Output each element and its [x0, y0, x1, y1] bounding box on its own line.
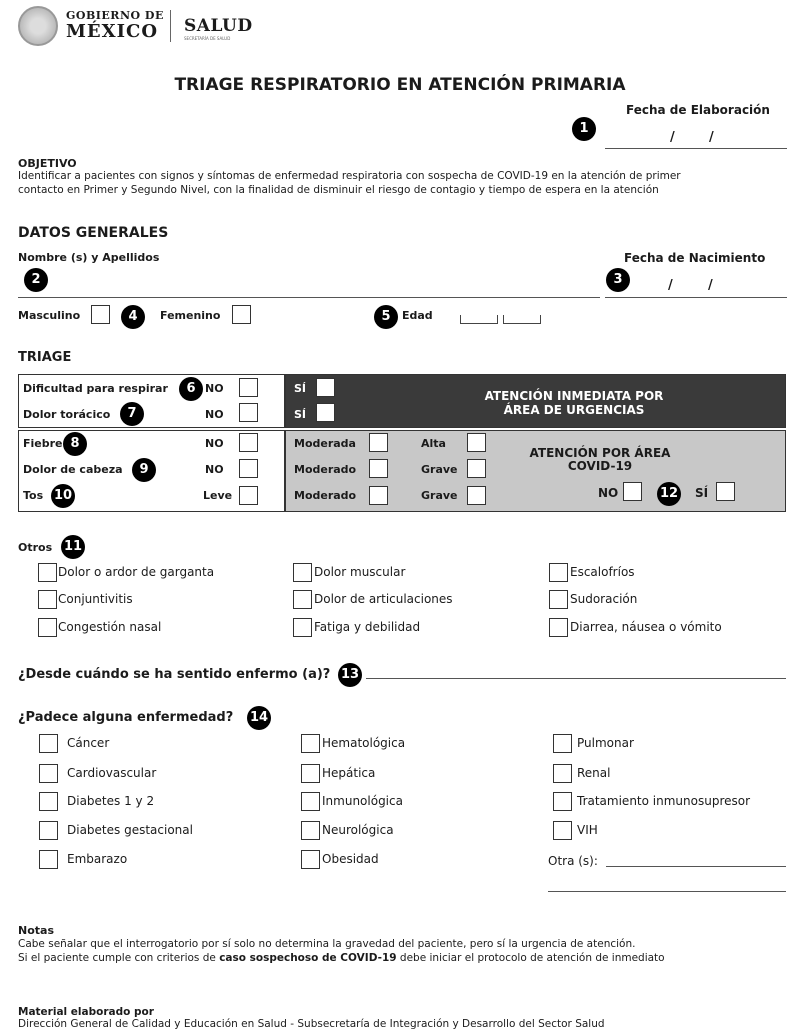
badge-8: 8 — [63, 432, 87, 456]
padece-item-label: Cardiovascular — [67, 766, 157, 780]
otros-item-label: Conjuntivitis — [58, 592, 133, 606]
badge-10: 10 — [51, 484, 75, 508]
date-sep: / — [670, 130, 675, 145]
notas-line2-pre: Si el paciente cumple con criterios de — [18, 952, 220, 964]
date-sep: / — [668, 278, 673, 293]
badge-12: 12 — [657, 482, 681, 506]
toracico-si-checkbox[interactable] — [316, 403, 335, 422]
padece-item-checkbox[interactable] — [301, 734, 320, 753]
padece-item-label: Tratamiento inmunosupresor — [577, 794, 751, 808]
padece-item-checkbox[interactable] — [39, 850, 58, 869]
date-sep: / — [709, 130, 714, 145]
badge-6: 6 — [179, 377, 203, 401]
desde-question: ¿Desde cuándo se ha sentido enfermo (a)? — [18, 667, 331, 682]
material-text: Dirección General de Calidad y Educación en Salud - Subsecretaría de Integración y Desarrollo del Sector Salud — [18, 1018, 605, 1030]
padece-item-label: Neurológica — [322, 823, 394, 837]
notas-line1: Cabe señalar que el interrogatorio por sí solo no determina la gravedad del paciente, pero sí la urgencia de atención. — [18, 938, 636, 950]
padece-item-checkbox[interactable] — [301, 792, 320, 811]
otros-item-checkbox[interactable] — [38, 563, 57, 582]
padece-item-checkbox[interactable] — [301, 850, 320, 869]
notas-line2-bold: caso sospechoso de COVID-19 — [219, 952, 397, 964]
otros-item-checkbox[interactable] — [549, 563, 568, 582]
otros-item-checkbox[interactable] — [293, 563, 312, 582]
row-dificultad-si: SÍ — [294, 382, 307, 395]
padece-item-label: Hematológica — [322, 736, 406, 750]
otros-item-checkbox[interactable] — [549, 618, 568, 637]
edad-field-2[interactable] — [503, 315, 541, 324]
dept-sub: SECRETARÍA DE SALUD — [184, 36, 231, 41]
row-cabeza-label: Dolor de cabeza — [23, 463, 123, 476]
badge-13: 13 — [338, 663, 362, 687]
padece-item-label: VIH — [577, 823, 598, 837]
padece-question: ¿Padece alguna enfermedad? — [18, 710, 234, 725]
header-divider — [170, 10, 171, 42]
objetivo-line2: contacto en Primer y Segundo Nivel, con la finalidad de disminuir el riesgo de contagio y tiempo de espera en la atención — [18, 184, 659, 196]
fiebre-no-checkbox[interactable] — [239, 433, 258, 452]
otros-item-label: Dolor o ardor de garganta — [58, 565, 215, 579]
tos-high-checkbox[interactable] — [467, 486, 486, 505]
objetivo-label: OBJETIVO — [18, 157, 77, 170]
otra-field-1[interactable] — [606, 853, 786, 867]
row-toracico-label: Dolor torácico — [23, 408, 111, 421]
cabeza-mid-checkbox[interactable] — [369, 459, 388, 478]
cabeza-no-checkbox[interactable] — [239, 459, 258, 478]
badge-7: 7 — [120, 402, 144, 426]
row-cabeza-mid: Moderado — [294, 463, 357, 476]
masculino-checkbox[interactable] — [91, 305, 110, 324]
row-tos-mid: Moderado — [294, 489, 357, 502]
padece-item-label: Pulmonar — [577, 736, 634, 750]
otros-item-label: Fatiga y debilidad — [314, 620, 421, 634]
padece-item-checkbox[interactable] — [39, 734, 58, 753]
otros-item-checkbox[interactable] — [293, 618, 312, 637]
padece-item-checkbox[interactable] — [39, 764, 58, 783]
badge-14: 14 — [247, 706, 271, 730]
fecha-elaboracion-field[interactable] — [605, 133, 787, 149]
edad-label: Edad — [402, 309, 433, 322]
triage-heading: TRIAGE — [18, 350, 72, 365]
header-logo — [18, 6, 278, 46]
dificultad-si-checkbox[interactable] — [316, 378, 335, 397]
padece-item-checkbox[interactable] — [39, 792, 58, 811]
row-dificultad-label: Dificultad para respirar — [23, 382, 168, 395]
fiebre-high-checkbox[interactable] — [467, 433, 486, 452]
covid-divider — [284, 431, 286, 511]
otros-item-checkbox[interactable] — [38, 590, 57, 609]
padece-item-label: Diabetes gestacional — [67, 823, 193, 837]
row-cabeza-no: NO — [205, 463, 224, 476]
gov-line1: GOBIERNO DE — [66, 9, 164, 22]
nombre-field[interactable] — [18, 282, 600, 298]
notas-line2-post: debe iniciar el protocolo de atención de inmediato — [396, 952, 665, 964]
gov-line2: MÉXICO — [66, 21, 159, 42]
padece-item-checkbox[interactable] — [553, 821, 572, 840]
padece-item-label: Inmunológica — [322, 794, 403, 808]
row-fiebre-high: Alta — [421, 437, 446, 450]
covid-si-checkbox[interactable] — [716, 482, 735, 501]
femenino-checkbox[interactable] — [232, 305, 251, 324]
nacimiento-field[interactable] — [605, 282, 787, 298]
otros-item-label: Escalofríos — [570, 565, 635, 579]
otra-field-2[interactable] — [548, 878, 786, 892]
masculino-label: Masculino — [18, 309, 81, 322]
row-toracico-no: NO — [205, 408, 224, 421]
covid-result-line1: ATENCIÓN POR ÁREA — [529, 446, 671, 460]
covid-no-label: NO — [598, 486, 619, 500]
row-fiebre-label: Fiebre — [23, 437, 63, 450]
badge-9: 9 — [132, 458, 156, 482]
badge-4: 4 — [121, 305, 145, 329]
coat-of-arms-icon — [18, 6, 58, 46]
urgent-result-line1: ATENCIÓN INMEDIATA POR — [484, 389, 664, 403]
badge-1: 1 — [572, 117, 596, 141]
padece-item-label: Hepática — [322, 766, 376, 780]
row-fiebre-no: NO — [205, 437, 224, 450]
row-fiebre-mid: Moderada — [294, 437, 356, 450]
otros-item-checkbox[interactable] — [38, 618, 57, 637]
padece-item-label: Cáncer — [67, 736, 110, 750]
dificultad-no-checkbox[interactable] — [239, 378, 258, 397]
dept-name: SALUD — [184, 16, 253, 36]
row-dificultad-no: NO — [205, 382, 224, 395]
row-cabeza-high: Grave — [421, 463, 458, 476]
datos-heading: DATOS GENERALES — [18, 225, 169, 241]
tos-mid-checkbox[interactable] — [369, 486, 388, 505]
padece-item-checkbox[interactable] — [553, 764, 572, 783]
padece-item-label: Diabetes 1 y 2 — [67, 794, 155, 808]
notas-line2 — [18, 952, 665, 964]
urgent-result-line2: ÁREA DE URGENCIAS — [503, 403, 645, 417]
otros-item-label: Dolor de articulaciones — [314, 592, 453, 606]
otros-item-label: Congestión nasal — [58, 620, 162, 634]
padece-item-checkbox[interactable] — [553, 792, 572, 811]
padece-item-label: Embarazo — [67, 852, 128, 866]
otros-item-label: Dolor muscular — [314, 565, 406, 579]
edad-field-1[interactable] — [460, 315, 498, 324]
otros-item-checkbox[interactable] — [293, 590, 312, 609]
covid-no-checkbox[interactable] — [623, 482, 642, 501]
nacimiento-label: Fecha de Nacimiento — [624, 251, 766, 265]
page-title: TRIAGE RESPIRATORIO EN ATENCIÓN PRIMARIA — [174, 75, 626, 95]
urgent-divider — [284, 375, 286, 427]
otra-label: Otra (s): — [548, 854, 598, 868]
row-tos-leve: Leve — [203, 489, 233, 502]
otros-item-label: Diarrea, náusea o vómito — [570, 620, 722, 634]
badge-2: 2 — [24, 268, 48, 292]
fecha-elaboracion-label: Fecha de Elaboración — [626, 103, 770, 117]
badge-3: 3 — [606, 268, 630, 292]
desde-field[interactable] — [366, 664, 786, 679]
badge-5: 5 — [374, 305, 398, 329]
covid-si-label: SÍ — [695, 486, 709, 500]
tos-leve-checkbox[interactable] — [239, 486, 258, 505]
otros-item-checkbox[interactable] — [549, 590, 568, 609]
padece-item-checkbox[interactable] — [553, 734, 572, 753]
badge-11: 11 — [61, 535, 85, 559]
row-tos-label: Tos — [23, 489, 44, 502]
padece-item-checkbox[interactable] — [301, 821, 320, 840]
toracico-no-checkbox[interactable] — [239, 403, 258, 422]
material-label: Material elaborado por — [18, 1006, 154, 1018]
femenino-label: Femenino — [160, 309, 221, 322]
nombre-label: Nombre (s) y Apellidos — [18, 251, 160, 264]
row-toracico-si: SÍ — [294, 408, 307, 421]
covid-result-line2: COVID-19 — [567, 459, 633, 473]
otros-label: Otros — [18, 541, 53, 554]
otros-item-label: Sudoración — [570, 592, 638, 606]
row-tos-high: Grave — [421, 489, 458, 502]
padece-item-label: Obesidad — [322, 852, 379, 866]
padece-item-label: Renal — [577, 766, 611, 780]
date-sep: / — [708, 278, 713, 293]
objetivo-line1: Identificar a pacientes con signos y síntomas de enfermedad respiratoria con sospecha de COVID-19 en la atención de primer — [18, 170, 681, 182]
cabeza-high-checkbox[interactable] — [467, 459, 486, 478]
notas-label: Notas — [18, 924, 54, 937]
padece-item-checkbox[interactable] — [301, 764, 320, 783]
fiebre-mid-checkbox[interactable] — [369, 433, 388, 452]
padece-item-checkbox[interactable] — [39, 821, 58, 840]
